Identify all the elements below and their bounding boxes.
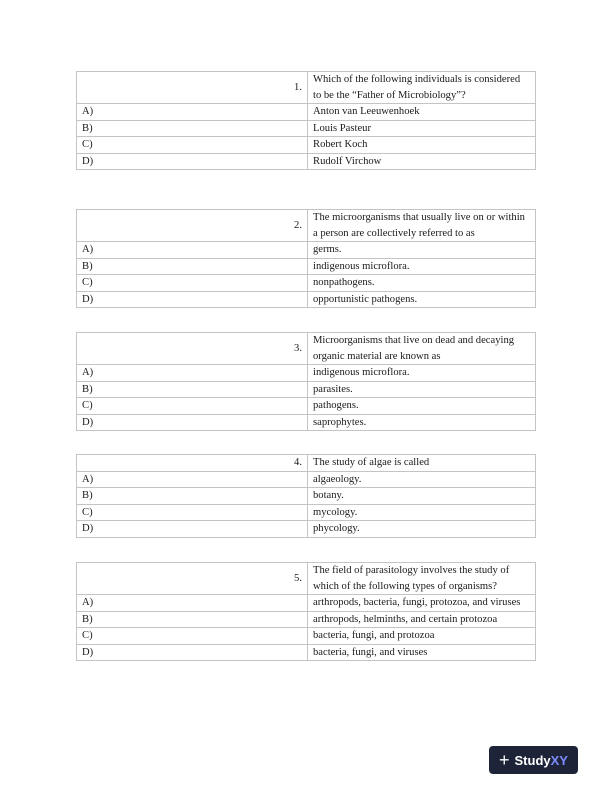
option-text: Anton van Leeuwenhoek bbox=[308, 104, 536, 121]
question-row bbox=[77, 455, 536, 472]
option-letter: A) bbox=[77, 471, 308, 488]
brand-name: StudyXY bbox=[514, 752, 568, 768]
question-row bbox=[77, 333, 536, 365]
option-text: botany. bbox=[308, 488, 536, 505]
option-row bbox=[77, 104, 536, 121]
option-letter: C) bbox=[77, 398, 308, 415]
option-row bbox=[77, 414, 536, 431]
option-letter: D) bbox=[77, 414, 308, 431]
question-table bbox=[76, 562, 536, 661]
option-row bbox=[77, 595, 536, 612]
option-letter: C) bbox=[77, 504, 308, 521]
option-text: phycology. bbox=[308, 521, 536, 538]
option-letter: B) bbox=[77, 611, 308, 628]
option-text: opportunistic pathogens. bbox=[308, 291, 536, 308]
option-text: Rudolf Virchow bbox=[308, 153, 536, 170]
option-letter: A) bbox=[77, 365, 308, 382]
option-text: saprophytes. bbox=[308, 414, 536, 431]
option-letter: D) bbox=[77, 644, 308, 661]
option-text: indigenous microflora. bbox=[308, 258, 536, 275]
option-text: Robert Koch bbox=[308, 137, 536, 154]
option-row bbox=[77, 120, 536, 137]
option-letter: C) bbox=[77, 137, 308, 154]
studyxy-logo[interactable] bbox=[489, 746, 578, 774]
option-text: Louis Pasteur bbox=[308, 120, 536, 137]
option-letter: B) bbox=[77, 258, 308, 275]
option-text: bacteria, fungi, and viruses bbox=[308, 644, 536, 661]
question-text: The field of parasitology involves the study of which of the following types of organisms? bbox=[308, 563, 536, 595]
option-letter: A) bbox=[77, 595, 308, 612]
option-row bbox=[77, 137, 536, 154]
option-text: parasites. bbox=[308, 381, 536, 398]
question-row bbox=[77, 72, 536, 104]
question-number: 1. bbox=[77, 72, 308, 104]
option-row bbox=[77, 628, 536, 645]
option-text: indigenous microflora. bbox=[308, 365, 536, 382]
option-row bbox=[77, 471, 536, 488]
option-row bbox=[77, 488, 536, 505]
option-letter: B) bbox=[77, 381, 308, 398]
option-row bbox=[77, 611, 536, 628]
option-letter: B) bbox=[77, 488, 308, 505]
option-row bbox=[77, 504, 536, 521]
option-text: mycology. bbox=[308, 504, 536, 521]
question-text: The study of algae is called bbox=[308, 455, 536, 472]
option-row bbox=[77, 258, 536, 275]
option-text: germs. bbox=[308, 242, 536, 259]
question-text: Microorganisms that live on dead and decaying organic material are known as bbox=[308, 333, 536, 365]
option-row bbox=[77, 275, 536, 292]
option-text: arthropods, bacteria, fungi, protozoa, and viruses bbox=[308, 595, 536, 612]
option-row bbox=[77, 291, 536, 308]
question-number: 2. bbox=[77, 210, 308, 242]
option-text: nonpathogens. bbox=[308, 275, 536, 292]
option-letter: D) bbox=[77, 521, 308, 538]
plus-icon: + bbox=[499, 750, 510, 770]
question-table bbox=[76, 209, 536, 308]
option-text: bacteria, fungi, and protozoa bbox=[308, 628, 536, 645]
question-row bbox=[77, 210, 536, 242]
question-number: 4. bbox=[77, 455, 308, 472]
option-row bbox=[77, 242, 536, 259]
question-text: The microorganisms that usually live on or within a person are collectively referred to as bbox=[308, 210, 536, 242]
question-number: 5. bbox=[77, 563, 308, 595]
option-row bbox=[77, 153, 536, 170]
option-letter: D) bbox=[77, 291, 308, 308]
option-row bbox=[77, 365, 536, 382]
question-table bbox=[76, 454, 536, 538]
option-row bbox=[77, 644, 536, 661]
question-row bbox=[77, 563, 536, 595]
option-letter: D) bbox=[77, 153, 308, 170]
option-row bbox=[77, 398, 536, 415]
option-text: arthropods, helminths, and certain protozoa bbox=[308, 611, 536, 628]
question-table bbox=[76, 71, 536, 170]
question-table bbox=[76, 332, 536, 431]
option-letter: B) bbox=[77, 120, 308, 137]
option-row bbox=[77, 521, 536, 538]
option-row bbox=[77, 381, 536, 398]
option-letter: A) bbox=[77, 242, 308, 259]
question-text: Which of the following individuals is considered to be the “Father of Microbiology”? bbox=[308, 72, 536, 104]
option-letter: C) bbox=[77, 628, 308, 645]
option-text: algaeology. bbox=[308, 471, 536, 488]
option-letter: A) bbox=[77, 104, 308, 121]
option-letter: C) bbox=[77, 275, 308, 292]
question-number: 3. bbox=[77, 333, 308, 365]
option-text: pathogens. bbox=[308, 398, 536, 415]
